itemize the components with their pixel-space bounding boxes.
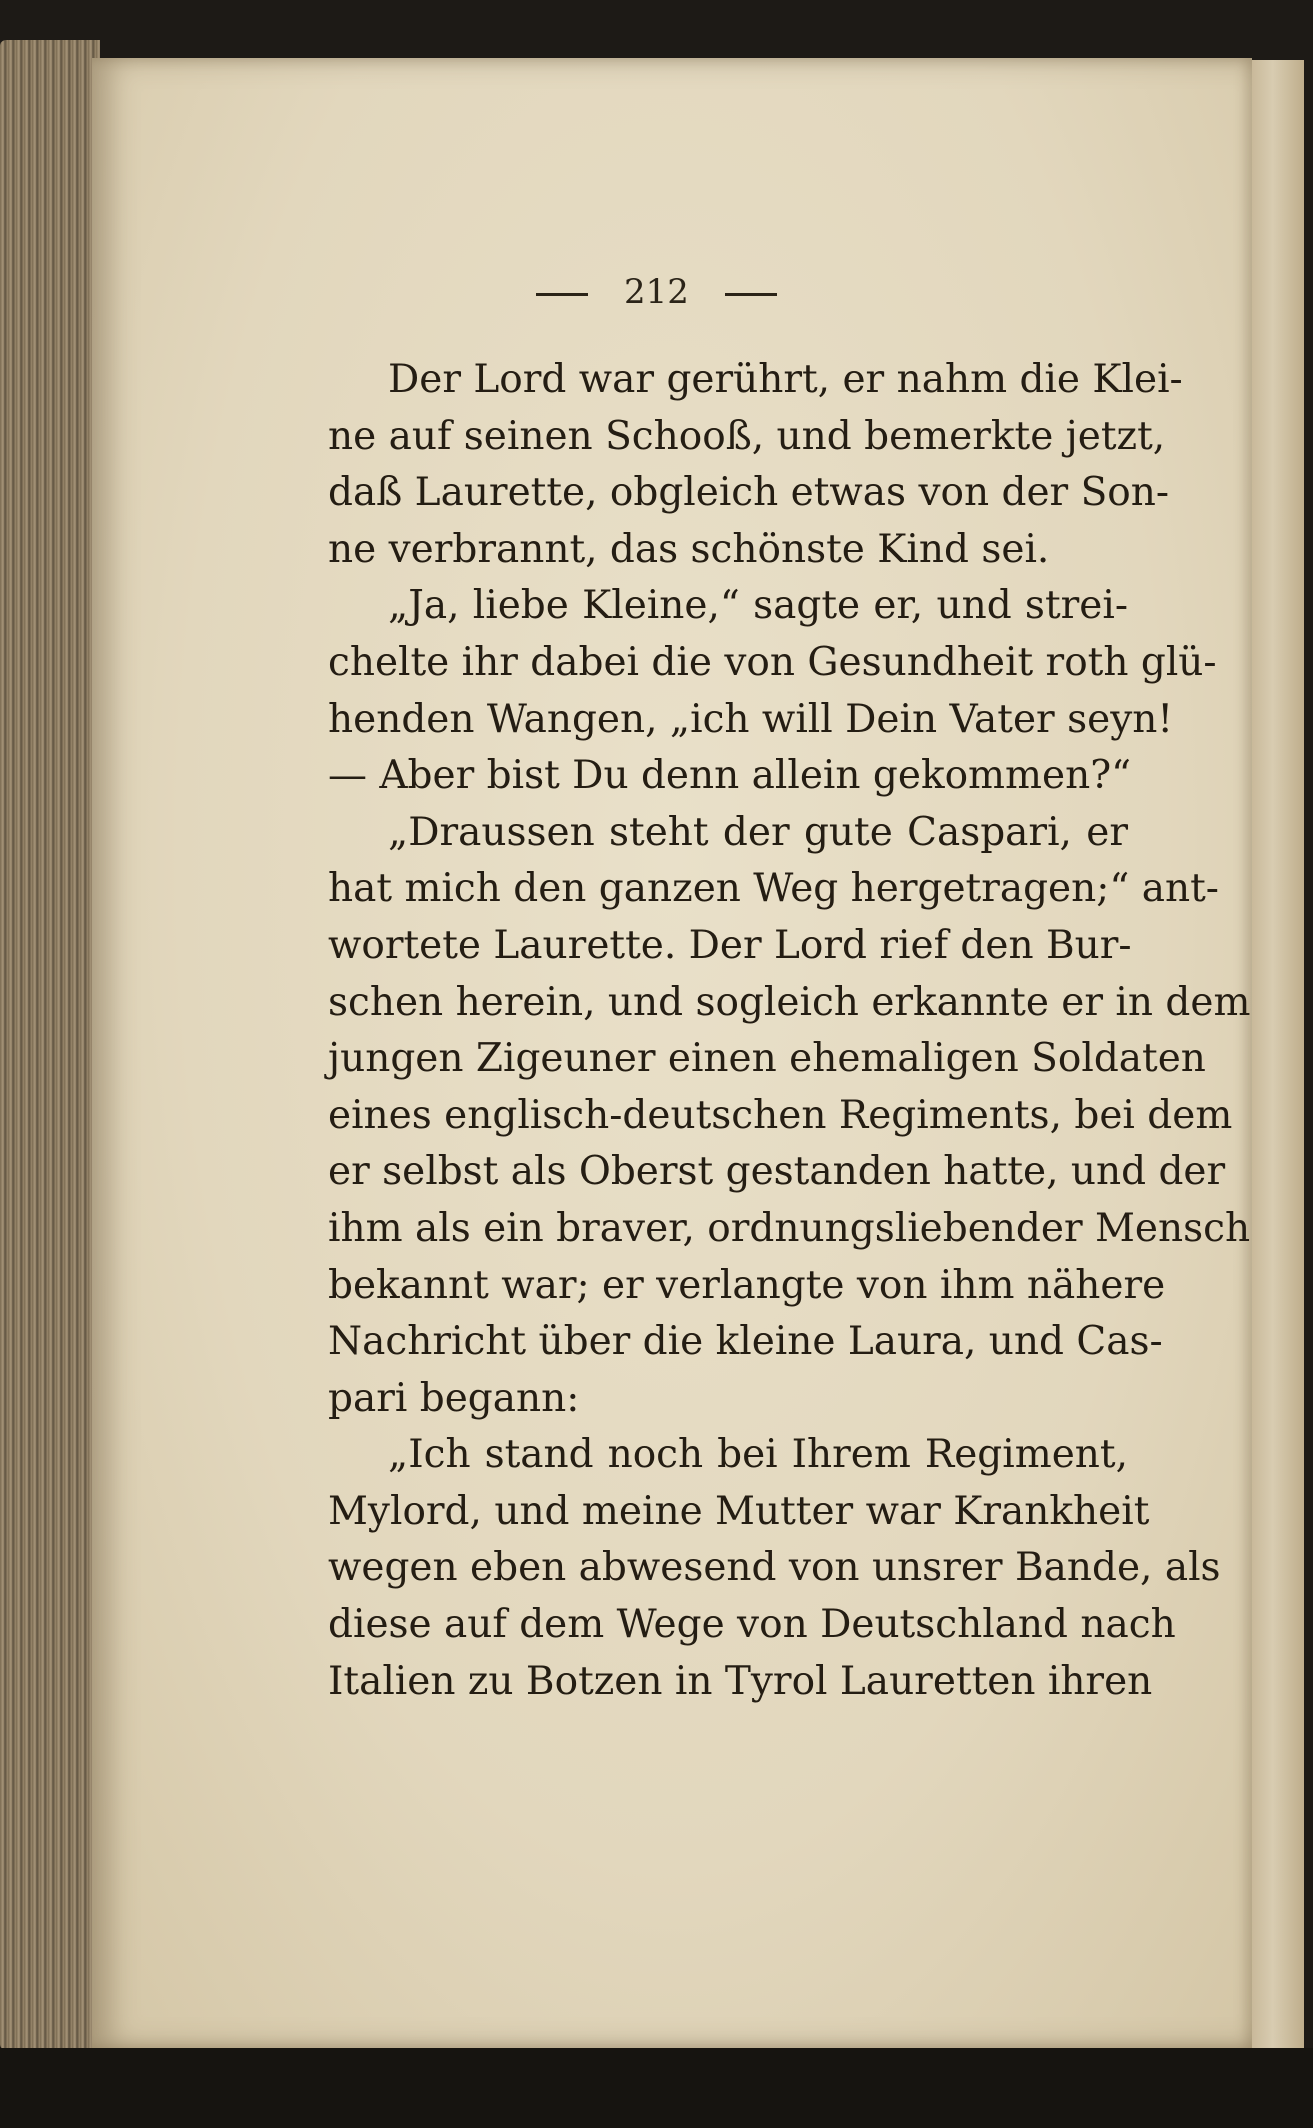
text-line: Nachricht über die kleine Laura, und Cas- (328, 1319, 1163, 1365)
text-line: — Aber bist Du denn allein gekommen?“ (328, 753, 1132, 799)
text-line: Der Lord war gerührt, er nahm die Klei- (388, 357, 1183, 402)
text-line: „Ja, liebe Kleine,“ sagte er, und strei- (388, 583, 1128, 629)
header-dash-left (536, 293, 588, 296)
text-line: „Ich stand noch bei Ihrem Regiment, (388, 1432, 1128, 1478)
text-line: eines englisch-deutschen Regiments, bei dem (328, 1092, 1233, 1138)
text-line: wortete Laurette. Der Lord rief den Bur- (328, 922, 1132, 968)
text-line: Mylord, und meine Mutter war Krankheit (328, 1488, 1150, 1534)
page-header (0, 272, 1313, 312)
text-line: ne auf seinen Schooß, und bemerkte jetzt, (328, 413, 1166, 459)
text-line: ne verbrannt, das schönste Kind sei. (328, 526, 1050, 572)
text-line: pari begann: (328, 1375, 580, 1421)
scan-background (0, 2048, 1313, 2128)
page-number: 212 (624, 272, 689, 312)
page-edge-right (1250, 60, 1304, 2050)
text-line: Italien zu Botzen in Tyrol Lauretten ihren (328, 1658, 1153, 1704)
text-line: daß Laurette, obgleich etwas von der Son- (328, 470, 1170, 516)
text-line: jungen Zigeuner einen ehemaligen Soldaten (328, 1036, 1206, 1082)
body-text (328, 352, 1251, 1710)
text-line: henden Wangen, „ich will Dein Vater seyn! (328, 696, 1174, 742)
text-line: ihm als ein braver, ordnungsliebender Mensch (328, 1205, 1251, 1251)
text-line: „Draussen steht der gute Caspari, er (388, 809, 1128, 855)
text-line: diese auf dem Wege von Deutschland nach (328, 1602, 1176, 1648)
text-line: er selbst als Oberst gestanden hatte, und der (328, 1149, 1226, 1195)
header-dash-right (725, 293, 777, 296)
text-line: bekannt war; er verlangte von ihm nähere (328, 1262, 1166, 1308)
text-line: wegen eben abwesend von unsrer Bande, als (328, 1545, 1221, 1591)
text-line: schen herein, und sogleich erkannte er in dem (328, 979, 1251, 1025)
text-line: hat mich den ganzen Weg hergetragen;“ ant- (328, 866, 1219, 912)
text-line: chelte ihr dabei die von Gesundheit roth glü- (328, 639, 1217, 685)
page-stack-left (0, 40, 100, 2050)
